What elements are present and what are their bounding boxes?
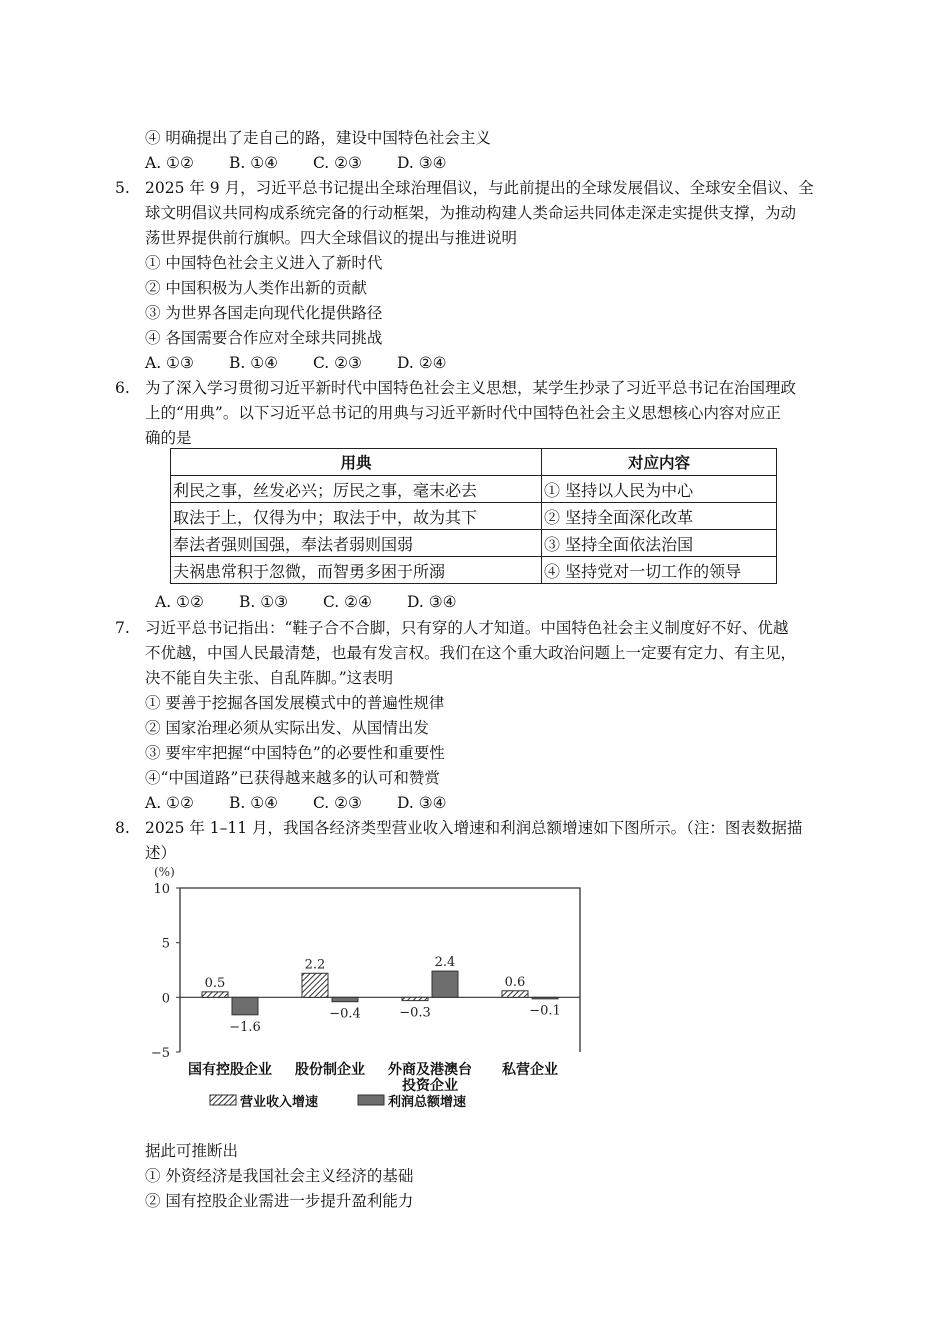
- q5-option-c[interactable]: C. ②③: [313, 354, 362, 372]
- legend-swatch-revenue: [210, 1095, 236, 1105]
- q5-stem-line-2: 球文明倡议共同构成系统完备的行动框架，为推动构建人类命运共同体走深走实提供支撑，为动: [145, 204, 797, 222]
- q7-option-d[interactable]: D. ③④: [397, 794, 447, 812]
- q5-option-a[interactable]: A. ①③: [145, 354, 194, 372]
- q6-stem-line-2: 上的“用典”。以下习近平总书记的用典与习近平新时代中国特色社会主义思想核心内容对应正: [145, 404, 781, 422]
- q6-option-c[interactable]: C. ②④: [323, 593, 372, 611]
- q8-stem-line-2: 述）: [145, 844, 177, 862]
- q7-option-a[interactable]: A. ①②: [145, 794, 194, 812]
- q7-number: 7.: [115, 619, 130, 637]
- q6-stem-line-1: 为了深入学习贯彻习近平新时代中国特色社会主义思想，某学生抄录了习近平总书记在治国理政: [145, 379, 797, 397]
- label-profit-growth: −0.4: [329, 1006, 361, 1022]
- growth-bar-chart: [140, 860, 600, 1120]
- bar-revenue-growth: [302, 973, 328, 997]
- q5-number: 5.: [115, 179, 130, 197]
- label-profit-growth: −0.1: [529, 1003, 561, 1019]
- q7-stem-line-2: 不优越，中国人民最清楚，也最有发言权。我们在这个重大政治问题上一定要有定力、有主见，: [145, 644, 797, 662]
- y-tick-label: 5: [161, 936, 170, 952]
- q4-option-b[interactable]: B. ①④: [229, 154, 279, 172]
- table-row: [171, 530, 777, 557]
- q7-option-b[interactable]: B. ①④: [229, 794, 279, 812]
- q7-item-4: ④“中国道路”已获得越来越多的认可和赞赏: [145, 769, 440, 787]
- q4-options: [145, 151, 447, 175]
- table-cell-content: ③ 坚持全面依法治国: [542, 530, 777, 557]
- bar-revenue-growth: [202, 992, 228, 997]
- label-profit-growth: −1.6: [229, 1019, 261, 1035]
- table-cell-quote: 利民之事，丝发必兴；厉民之事，毫末必去: [171, 476, 542, 503]
- q5-option-b[interactable]: B. ①④: [229, 354, 279, 372]
- q4-item-4: ④ 明确提出了走自己的路，建设中国特色社会主义: [145, 129, 491, 147]
- table-cell-content: ① 坚持以人民为中心: [542, 476, 777, 503]
- y-tick-label: 10: [153, 882, 170, 897]
- q6-number: 6.: [115, 379, 130, 397]
- q7-item-2: ② 国家治理必须从实际出发、从国情出发: [145, 719, 429, 737]
- bar-profit-growth: [532, 997, 558, 999]
- q5-stem-line-3: 荡世界提供前行旗帜。四大全球倡议的提出与推进说明: [145, 229, 518, 247]
- bar-profit-growth: [432, 971, 458, 997]
- table-cell-quote: 夫祸患常积于忽微，而智勇多困于所溺: [171, 557, 542, 584]
- table-header-content: 对应内容: [542, 449, 777, 476]
- q5-item-3: ③ 为世界各国走向现代化提供路径: [145, 304, 383, 322]
- y-tick-label: −5: [150, 1046, 170, 1061]
- q8-stem-line-1: 2025 年 1–11 月，我国各经济类型营业收入增速和利润总额增速如下图所示。（注：图表数据描: [145, 819, 803, 837]
- x-category-label: 投资企业: [402, 1078, 458, 1094]
- legend-label-revenue: 营业收入增速: [240, 1095, 319, 1110]
- q5-stem-line-1: 2025 年 9 月，习近平总书记提出全球治理倡议，与此前提出的全球发展倡议、全球安全倡议、全: [145, 179, 814, 197]
- table-header-quote: 用典: [171, 449, 542, 476]
- table-cell-quote: 奉法者强则国强，奉法者弱则国弱: [171, 530, 542, 557]
- q6-option-a[interactable]: A. ①②: [155, 593, 204, 611]
- q6-options: [155, 590, 457, 614]
- table-header-row: [171, 449, 777, 476]
- q8-item-2: ② 国有控股企业需进一步提升盈利能力: [145, 1192, 414, 1210]
- q7-options: [145, 791, 447, 815]
- q4-option-d[interactable]: D. ③④: [397, 154, 447, 172]
- label-profit-growth: 2.4: [434, 955, 456, 971]
- table-row: [171, 503, 777, 530]
- table-cell-content: ② 坚持全面深化改革: [542, 503, 777, 530]
- table-cell-quote: 取法于上，仅得为中；取法于中，故为其下: [171, 503, 542, 530]
- x-category-label: 国有控股企业: [188, 1062, 272, 1078]
- q7-item-3: ③ 要牢牢把握“中国特色”的必要性和重要性: [145, 744, 445, 762]
- q7-stem-line-1: 习近平总书记指出：“鞋子合不合脚，只有穿的人才知道。中国特色社会主义制度好不好、优越: [145, 619, 789, 637]
- table-row: [171, 476, 777, 503]
- table-cell-content: ④ 坚持党对一切工作的领导: [542, 557, 777, 584]
- q7-option-c[interactable]: C. ②③: [313, 794, 362, 812]
- q5-item-4: ④ 各国需要合作应对全球共同挑战: [145, 329, 383, 347]
- x-category-label: 私营企业: [502, 1062, 558, 1078]
- legend-label-profit: 利润总额增速: [388, 1095, 467, 1110]
- bar-revenue-growth: [402, 997, 428, 1000]
- q5-item-2: ② 中国积极为人类作出新的贡献: [145, 279, 367, 297]
- q6-stem-line-3: 确的是: [145, 429, 192, 447]
- q4-option-c[interactable]: C. ②③: [313, 154, 362, 172]
- q5-item-1: ① 中国特色社会主义进入了新时代: [145, 254, 383, 272]
- q8-number: 8.: [115, 819, 130, 837]
- bar-profit-growth: [332, 997, 358, 1001]
- legend-swatch-profit: [358, 1095, 384, 1105]
- q5-options: [145, 351, 447, 375]
- bar-revenue-growth: [502, 991, 528, 998]
- table-row: [171, 557, 777, 584]
- label-revenue-growth: 0.5: [204, 975, 226, 991]
- y-unit-label: (%): [154, 865, 175, 879]
- q6-option-d[interactable]: D. ③④: [407, 593, 457, 611]
- y-tick-label: 0: [161, 991, 170, 1007]
- label-revenue-growth: 2.2: [304, 957, 326, 973]
- label-revenue-growth: 0.6: [504, 974, 526, 990]
- x-category-label: 股份制企业: [295, 1062, 365, 1078]
- q6-option-b[interactable]: B. ①③: [239, 593, 289, 611]
- q5-option-d[interactable]: D. ②④: [397, 354, 447, 372]
- q8-conclusion-prompt: 据此可推断出: [145, 1142, 239, 1160]
- x-category-label: 外商及港澳台: [388, 1062, 472, 1078]
- q7-item-1: ① 要善于挖掘各国发展模式中的普遍性规律: [145, 694, 445, 712]
- bar-profit-growth: [232, 997, 258, 1014]
- quotation-table: [170, 448, 777, 584]
- label-revenue-growth: −0.3: [399, 1005, 431, 1021]
- q4-option-a[interactable]: A. ①②: [145, 154, 194, 172]
- q7-stem-line-3: 决不能自失主张、自乱阵脚。”这表明: [145, 669, 394, 687]
- q8-item-1: ① 外资经济是我国社会主义经济的基础: [145, 1167, 414, 1185]
